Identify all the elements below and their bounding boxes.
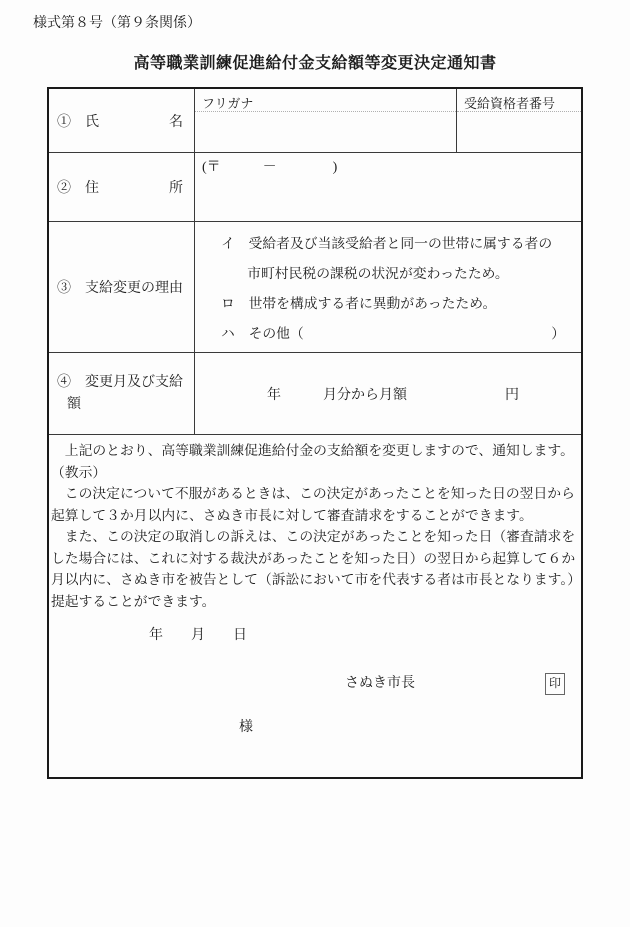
form-box bbox=[47, 87, 583, 779]
row-amount-label-line1: ④ 変更月及び支給 bbox=[57, 374, 183, 390]
row-reason-label: ③ 支給変更の理由 bbox=[49, 222, 195, 352]
addressee-sama: 様 bbox=[239, 719, 253, 735]
name-field-area bbox=[195, 89, 456, 152]
row-address-label: ② 住 所 bbox=[49, 153, 195, 221]
document-title: 高等職業訓練促進給付金支給額等変更決定通知書 bbox=[133, 55, 497, 72]
stamp-character: 印 bbox=[548, 675, 561, 690]
recipient-number-blank-field bbox=[457, 112, 581, 152]
notice-paragraph: 上記のとおり、高等職業訓練促進給付金の支給額を変更しますので、通知します。 bbox=[51, 443, 574, 458]
stamp-mark bbox=[545, 673, 565, 695]
mayor-signature-line bbox=[51, 673, 579, 695]
recipient-number-area bbox=[456, 89, 581, 152]
kyoji-heading: （教示） bbox=[51, 464, 107, 480]
furigana-label: フリガナ bbox=[195, 89, 456, 112]
row-reason bbox=[49, 222, 581, 353]
address-field-area bbox=[195, 153, 581, 221]
row-amount-label bbox=[49, 353, 195, 434]
row-name bbox=[49, 89, 581, 153]
name-blank-field bbox=[195, 112, 456, 152]
row-amount-label-line2: 額 bbox=[67, 396, 81, 412]
lawsuit-paragraph: また、この決定の取消しの訴えは、この決定があったことを知った日（審査請求をした場合には、これに対する裁決があったことを知った日）の翌日から起算して６か月以内に、さぬき市を被告として（訴訟において市を代表する者は市長となります。）提起することができます。 bbox=[51, 529, 576, 609]
reason-option-b: ロ 世帯を構成する者に異動があったため。 bbox=[221, 296, 497, 311]
mayor-name: さぬき市長 bbox=[345, 675, 415, 691]
reason-option-c-text: ハ その他（ bbox=[221, 326, 304, 341]
date-line: 年 月 日 bbox=[149, 628, 247, 643]
form-number: 様式第８号（第９条関係） bbox=[33, 16, 201, 31]
document-page bbox=[0, 12, 630, 779]
reason-option-c-close-paren: ） bbox=[551, 326, 565, 341]
row-amount bbox=[49, 353, 581, 435]
reason-options bbox=[195, 222, 581, 352]
notice-text-area bbox=[49, 435, 581, 738]
reason-option-c bbox=[221, 319, 565, 349]
recipient-number-label: 受給資格者番号 bbox=[457, 89, 581, 112]
reason-option-a: イ 受給者及び当該受給者と同一の世帯に属する者の市町村民税の課税の状況が変わったため。 bbox=[221, 236, 553, 281]
postal-code-template: (〒 － ) bbox=[202, 160, 338, 175]
amount-template: 年 月分から月額 円 bbox=[267, 387, 519, 403]
row-name-label: ① 氏 名 bbox=[49, 89, 195, 152]
appeal-paragraph: この決定について不服があるときは、この決定があったことを知った日の翌日から起算して３か月以内に、さぬき市長に対して審査請求をすることができます。 bbox=[51, 486, 575, 523]
row-name-content bbox=[195, 89, 581, 152]
row-address bbox=[49, 153, 581, 222]
